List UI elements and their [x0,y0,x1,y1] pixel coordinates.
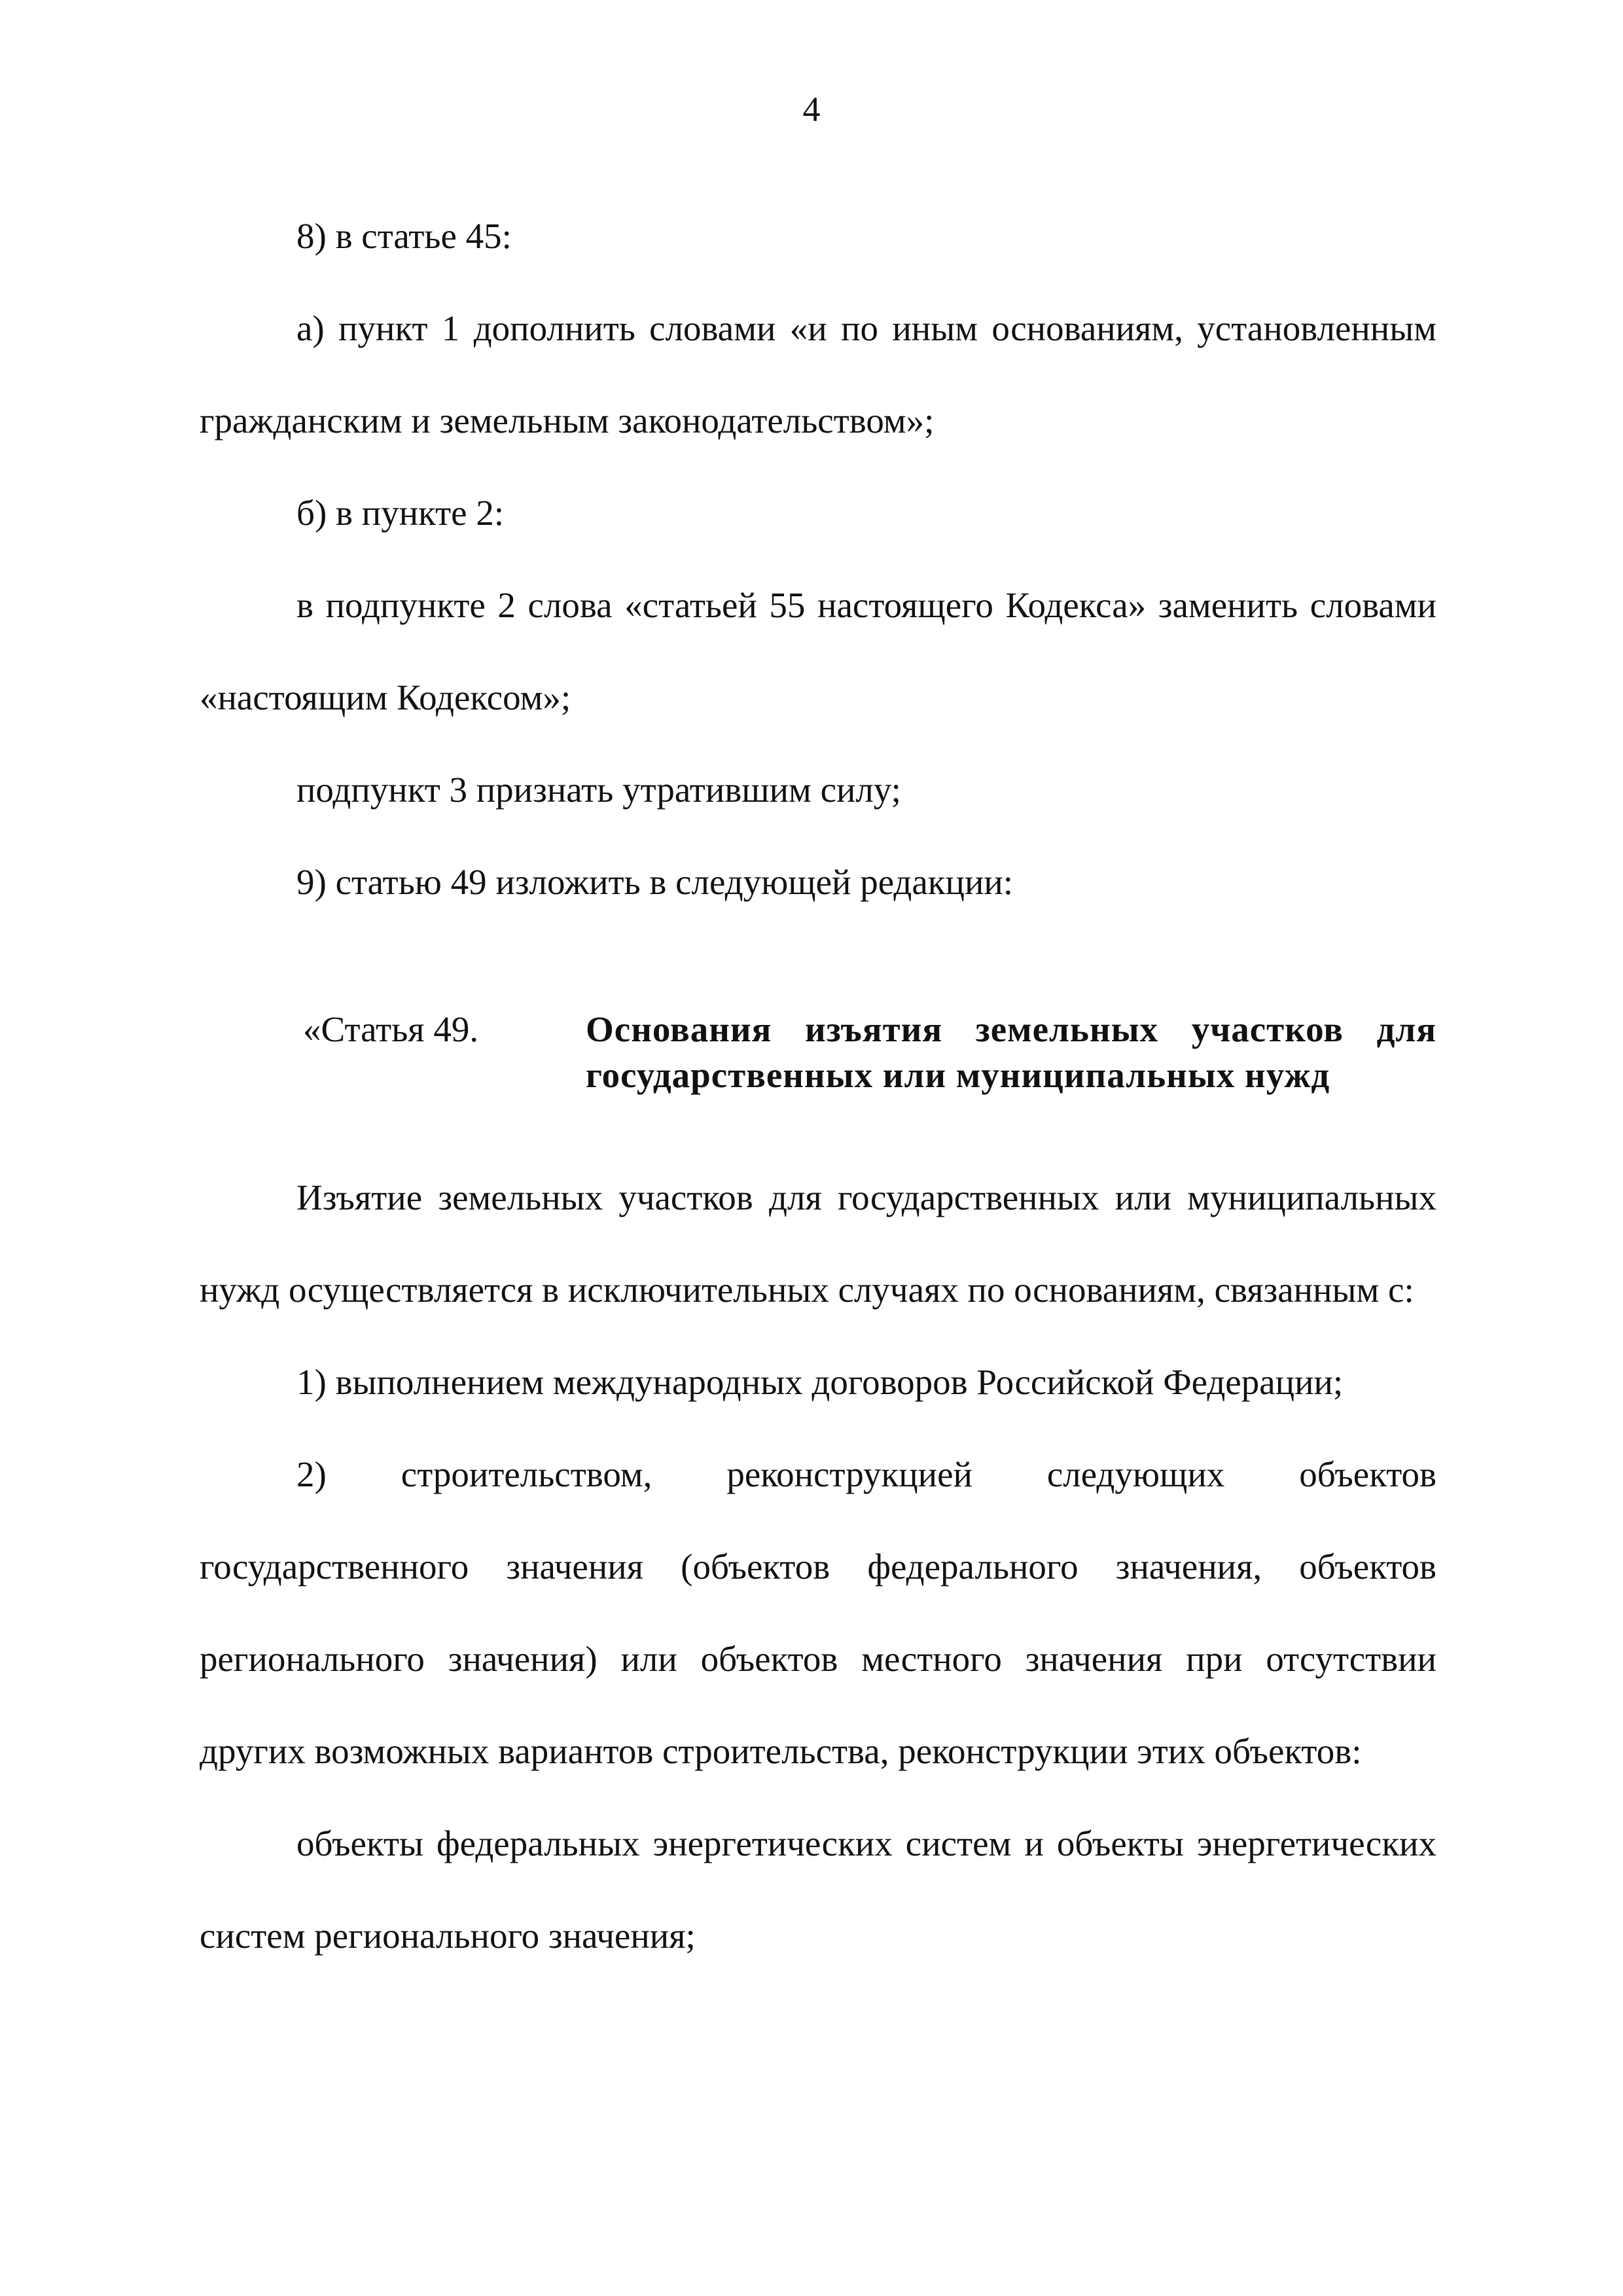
paragraph-item-a: а) пункт 1 дополнить словами «и по иным основаниям, установленным гражданским и земельным законодательством»; [200,308,1436,440]
document-body [200,190,1436,1982]
body-paragraph-intro: Изъятие земельных участков для государственных или муниципальных нужд осуществляется в исключительных случаях по основаниям, связанным с: [200,1177,1436,1310]
paragraph-article-49: 9) статью 49 изложить в следующей редакции: [296,862,1014,902]
body-paragraph-item-2: 2) строительством, реконструкцией следующих объектов государственного значения (объектов федерального значения, объектов регионального значения) или объектов местного значения при отсутствии других возможных вариантов строительства, реконструкции этих объектов: [200,1454,1436,1771]
paragraph-subitem-3: подпункт 3 признать утратившим силу; [296,770,901,810]
article-label: «Статья 49. [303,1009,479,1049]
body-paragraph-energy: объекты федеральных энергетических систем и объекты энергетических систем регионального значения; [200,1823,1436,1956]
article-heading [200,1007,1436,1099]
article-title: Основания изъятия земельных участков для государственных или муниципальных нужд [586,1009,1436,1096]
body-paragraph-item-1: 1) выполнением международных договоров Российской Федерации; [296,1361,1344,1402]
page-number: 4 [802,90,821,129]
paragraph-article-45: 8) в статье 45: [296,216,512,256]
paragraph-item-b: б) в пункте 2: [296,493,505,533]
paragraph-subitem-2: в подпункте 2 слова «статьей 55 настоящего Кодекса» заменить словами «настоящим Кодексом»; [200,585,1436,717]
